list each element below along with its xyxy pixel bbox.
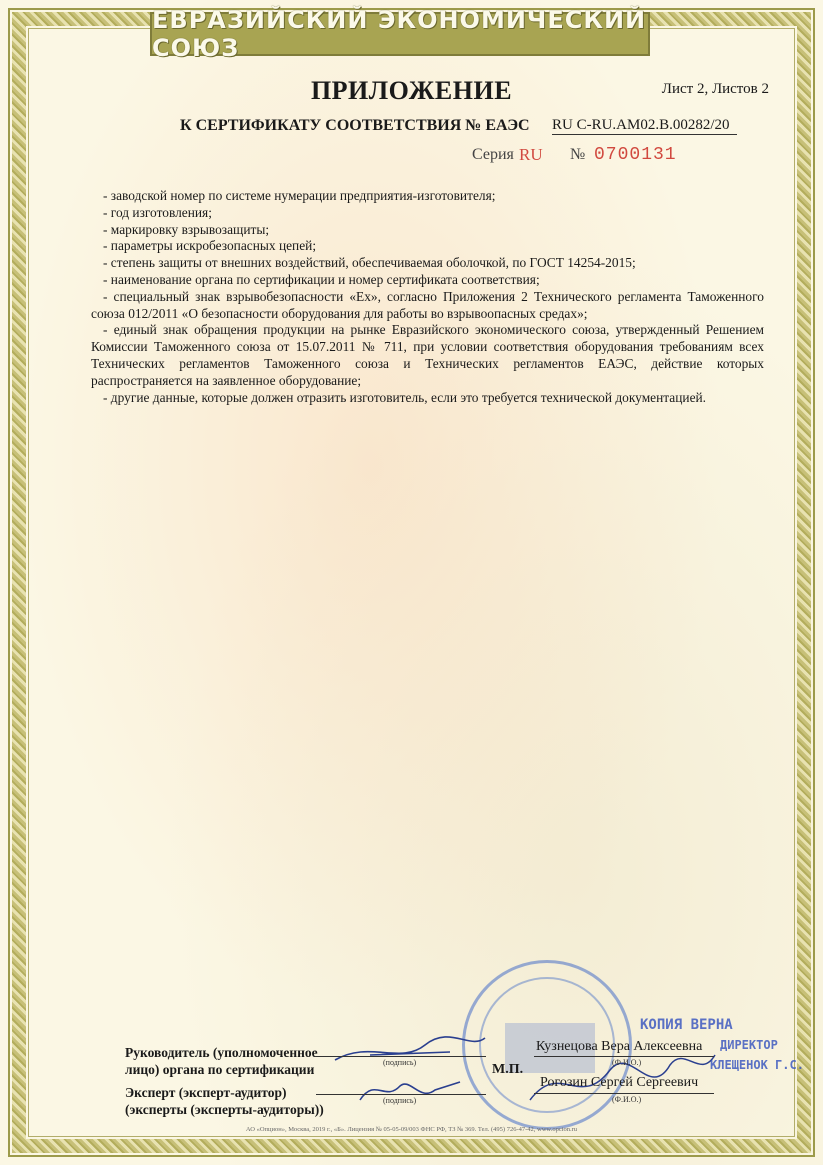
list-item: - год изготовления; (103, 204, 212, 220)
document-title: ПРИЛОЖЕНИЕ (310, 76, 513, 105)
head-name: Кузнецова Вера Алексеевна (536, 1039, 703, 1054)
number-sign: № (570, 146, 586, 163)
series-value: RU (519, 145, 543, 164)
header-banner (150, 6, 650, 62)
expert-signature-line (316, 1094, 486, 1095)
head-label-2: лицо) органа по сертификации (125, 1062, 315, 1077)
list-item: - другие данные, которые должен отразить изготовитель, если это требуется технической документацией. (103, 389, 707, 405)
list-item: - заводской номер по системе нумерации предприятия-изготовителя; (103, 188, 496, 203)
certificate-number: RU C-RU.AM02.B.00282/20 (552, 117, 737, 135)
seal-place-label: М.П. (492, 1062, 524, 1077)
head-label-1: Руководитель (уполномоченное (125, 1045, 318, 1060)
list-item: - степень защиты от внешних воздействий, обеспечиваемая оболочкой, по ГОСТ 14254-2015; (103, 255, 636, 271)
copy-certified-stamp (640, 1015, 804, 1075)
head-sign-caption: (подпись) (383, 1058, 417, 1067)
expert-name-caption: (Ф.И.О.) (612, 1095, 642, 1104)
list-item: - параметры искробезопасных цепей; (103, 238, 317, 254)
banner-text: ЕВРАЗИЙСКИЙ ЭКОНОМИЧЕСКИЙ СОЮЗ (152, 6, 647, 62)
list-item: - маркировку взрывозащиты; (103, 221, 270, 237)
list-item: - специальный знак взрывобезопасности «Ex», согласно Приложения 2 Технического регламента Таможенного союза 012/2011 «О безопасности оборудования для работы во взрывоопасных средах»; (91, 288, 764, 321)
body-text (91, 188, 764, 406)
head-name-caption: (Ф.И.О.) (612, 1058, 642, 1067)
expert-label-2: (эксперты (эксперты-аудиторы)) (125, 1102, 324, 1117)
expert-label-1: Эксперт (эксперт-аудитор) (125, 1085, 287, 1100)
copy-stamp-line-2: ДИРЕКТОР (720, 1038, 778, 1052)
copy-stamp-line-3: КЛЕЩЕНОК Г.С. (710, 1058, 804, 1072)
expert-name-line (534, 1093, 714, 1094)
series-label: Серия (472, 146, 514, 163)
copy-stamp-line-1: КОПИЯ ВЕРНА (640, 1017, 733, 1033)
certificate-subtitle: К СЕРТИФИКАТУ СООТВЕТСТВИЯ № ЕАЭС (180, 117, 530, 134)
expert-sign-caption: (подпись) (383, 1096, 417, 1105)
form-number: 0700131 (594, 145, 677, 165)
head-signature-line (316, 1056, 486, 1057)
list-item: - единый знак обращения продукции на рынке Евразийского экономического союза, утвержденный Решением Комиссии Таможенного союза от 15.07.2011 № 711, при условии соответствия оборудования требованиям всех Технических регламентов Таможенного союза и Технических регламентов ЕАЭС, действие которых распространяется на заявленное оборудование; (91, 322, 764, 388)
sheet-number: Лист 2, Листов 2 (661, 81, 769, 97)
expert-name: Рогозин Сергей Сергеевич (540, 1075, 699, 1090)
list-item: - наименование органа по сертификации и номер сертификата соответствия; (103, 271, 540, 287)
printer-footer: АО «Опцион», Москва, 2019 г., «Б». Лицензия № 05-05-09/003 ФНС РФ, ТЗ № 369. Тел. (495) 726-47-42, www.opcion.ru (245, 1126, 578, 1133)
